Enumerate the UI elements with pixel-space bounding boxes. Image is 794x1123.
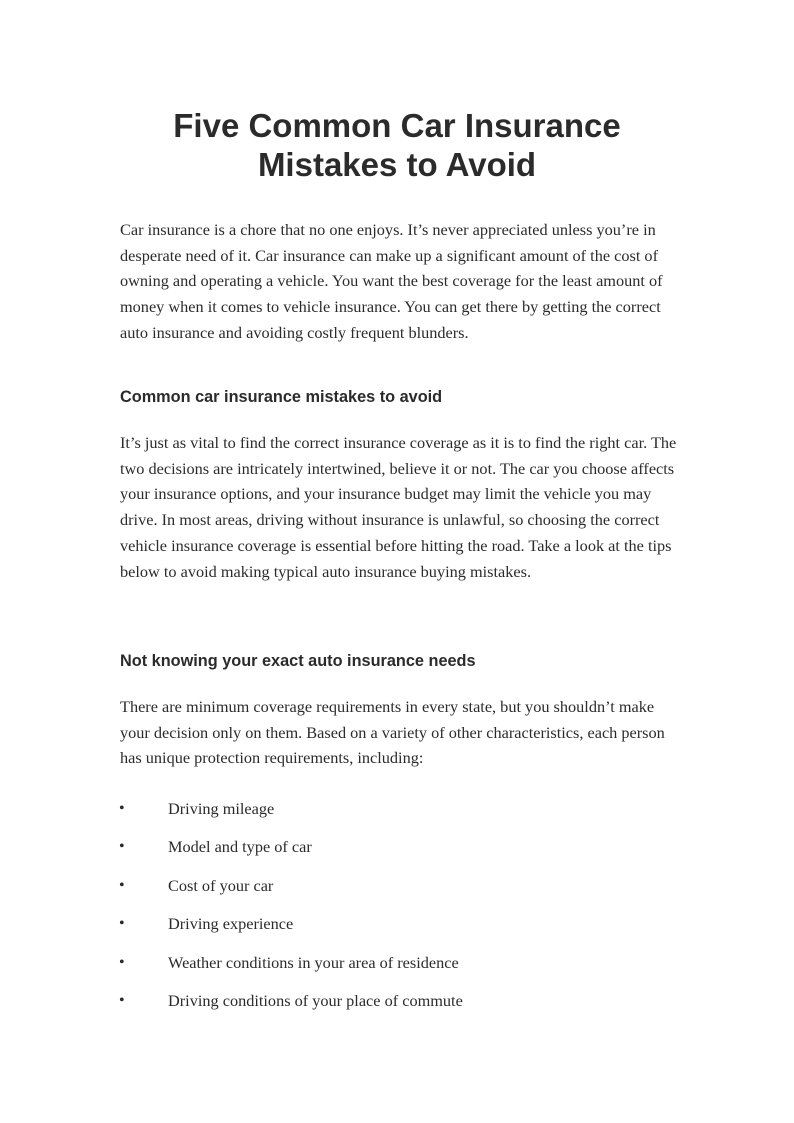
list-item [120,988,682,1026]
bullet-icon: • [119,915,125,933]
section-body-insurance-needs: There are minimum coverage requirements in every state, but you shouldn’t make your decision only on them. Based on a variety of other characteristics, each person has unique protection requirements, including: [120,697,665,768]
intro-paragraph: Car insurance is a chore that no one enjoys. It’s never appreciated unless you’re in desperate need of it. Car insurance can make up a significant amount of the cost of owning and operating a vehicle. You want the best coverage for the least amount of money when it comes to vehicle insurance. You can get there by getting the correct auto insurance and avoiding costly frequent blunders. [120,220,663,342]
bullet-icon: • [119,876,125,894]
list-item-text: Driving conditions of your place of commute [168,990,463,1010]
list-item [120,796,682,834]
list-item [120,950,682,988]
section-heading-insurance-needs: Not knowing your exact auto insurance needs [120,652,476,670]
section-body-common-mistakes: It’s just as vital to find the correct insurance coverage as it is to find the right car. The two decisions are intricately intertwined, believe it or not. The car you choose affects your insurance options, and your insurance budget may limit the vehicle you may drive. In most areas, driving without insurance is unlawful, so choosing the correct vehicle insurance coverage is essential before hitting the road. Take a look at the tips below to avoid making typical auto insurance buying mistakes. [120,433,677,581]
list-item [120,911,682,949]
list-item-text: Model and type of car [168,837,312,857]
document-title: Five Common Car Insurance Mistakes to Avoid [173,107,621,183]
list-item-text: Cost of your car [168,875,274,895]
needs-bullet-list [120,796,682,1026]
list-item [120,873,682,911]
bullet-icon: • [119,991,125,1009]
section-heading-common-mistakes: Common car insurance mistakes to avoid [120,388,443,406]
bullet-icon: • [119,838,125,856]
bullet-icon: • [119,953,125,971]
list-item-text: Weather conditions in your area of residence [168,952,459,972]
list-item-text: Driving mileage [168,799,275,818]
bullet-icon: • [119,800,125,817]
list-item [120,834,682,872]
list-item-text: Driving experience [168,914,294,934]
